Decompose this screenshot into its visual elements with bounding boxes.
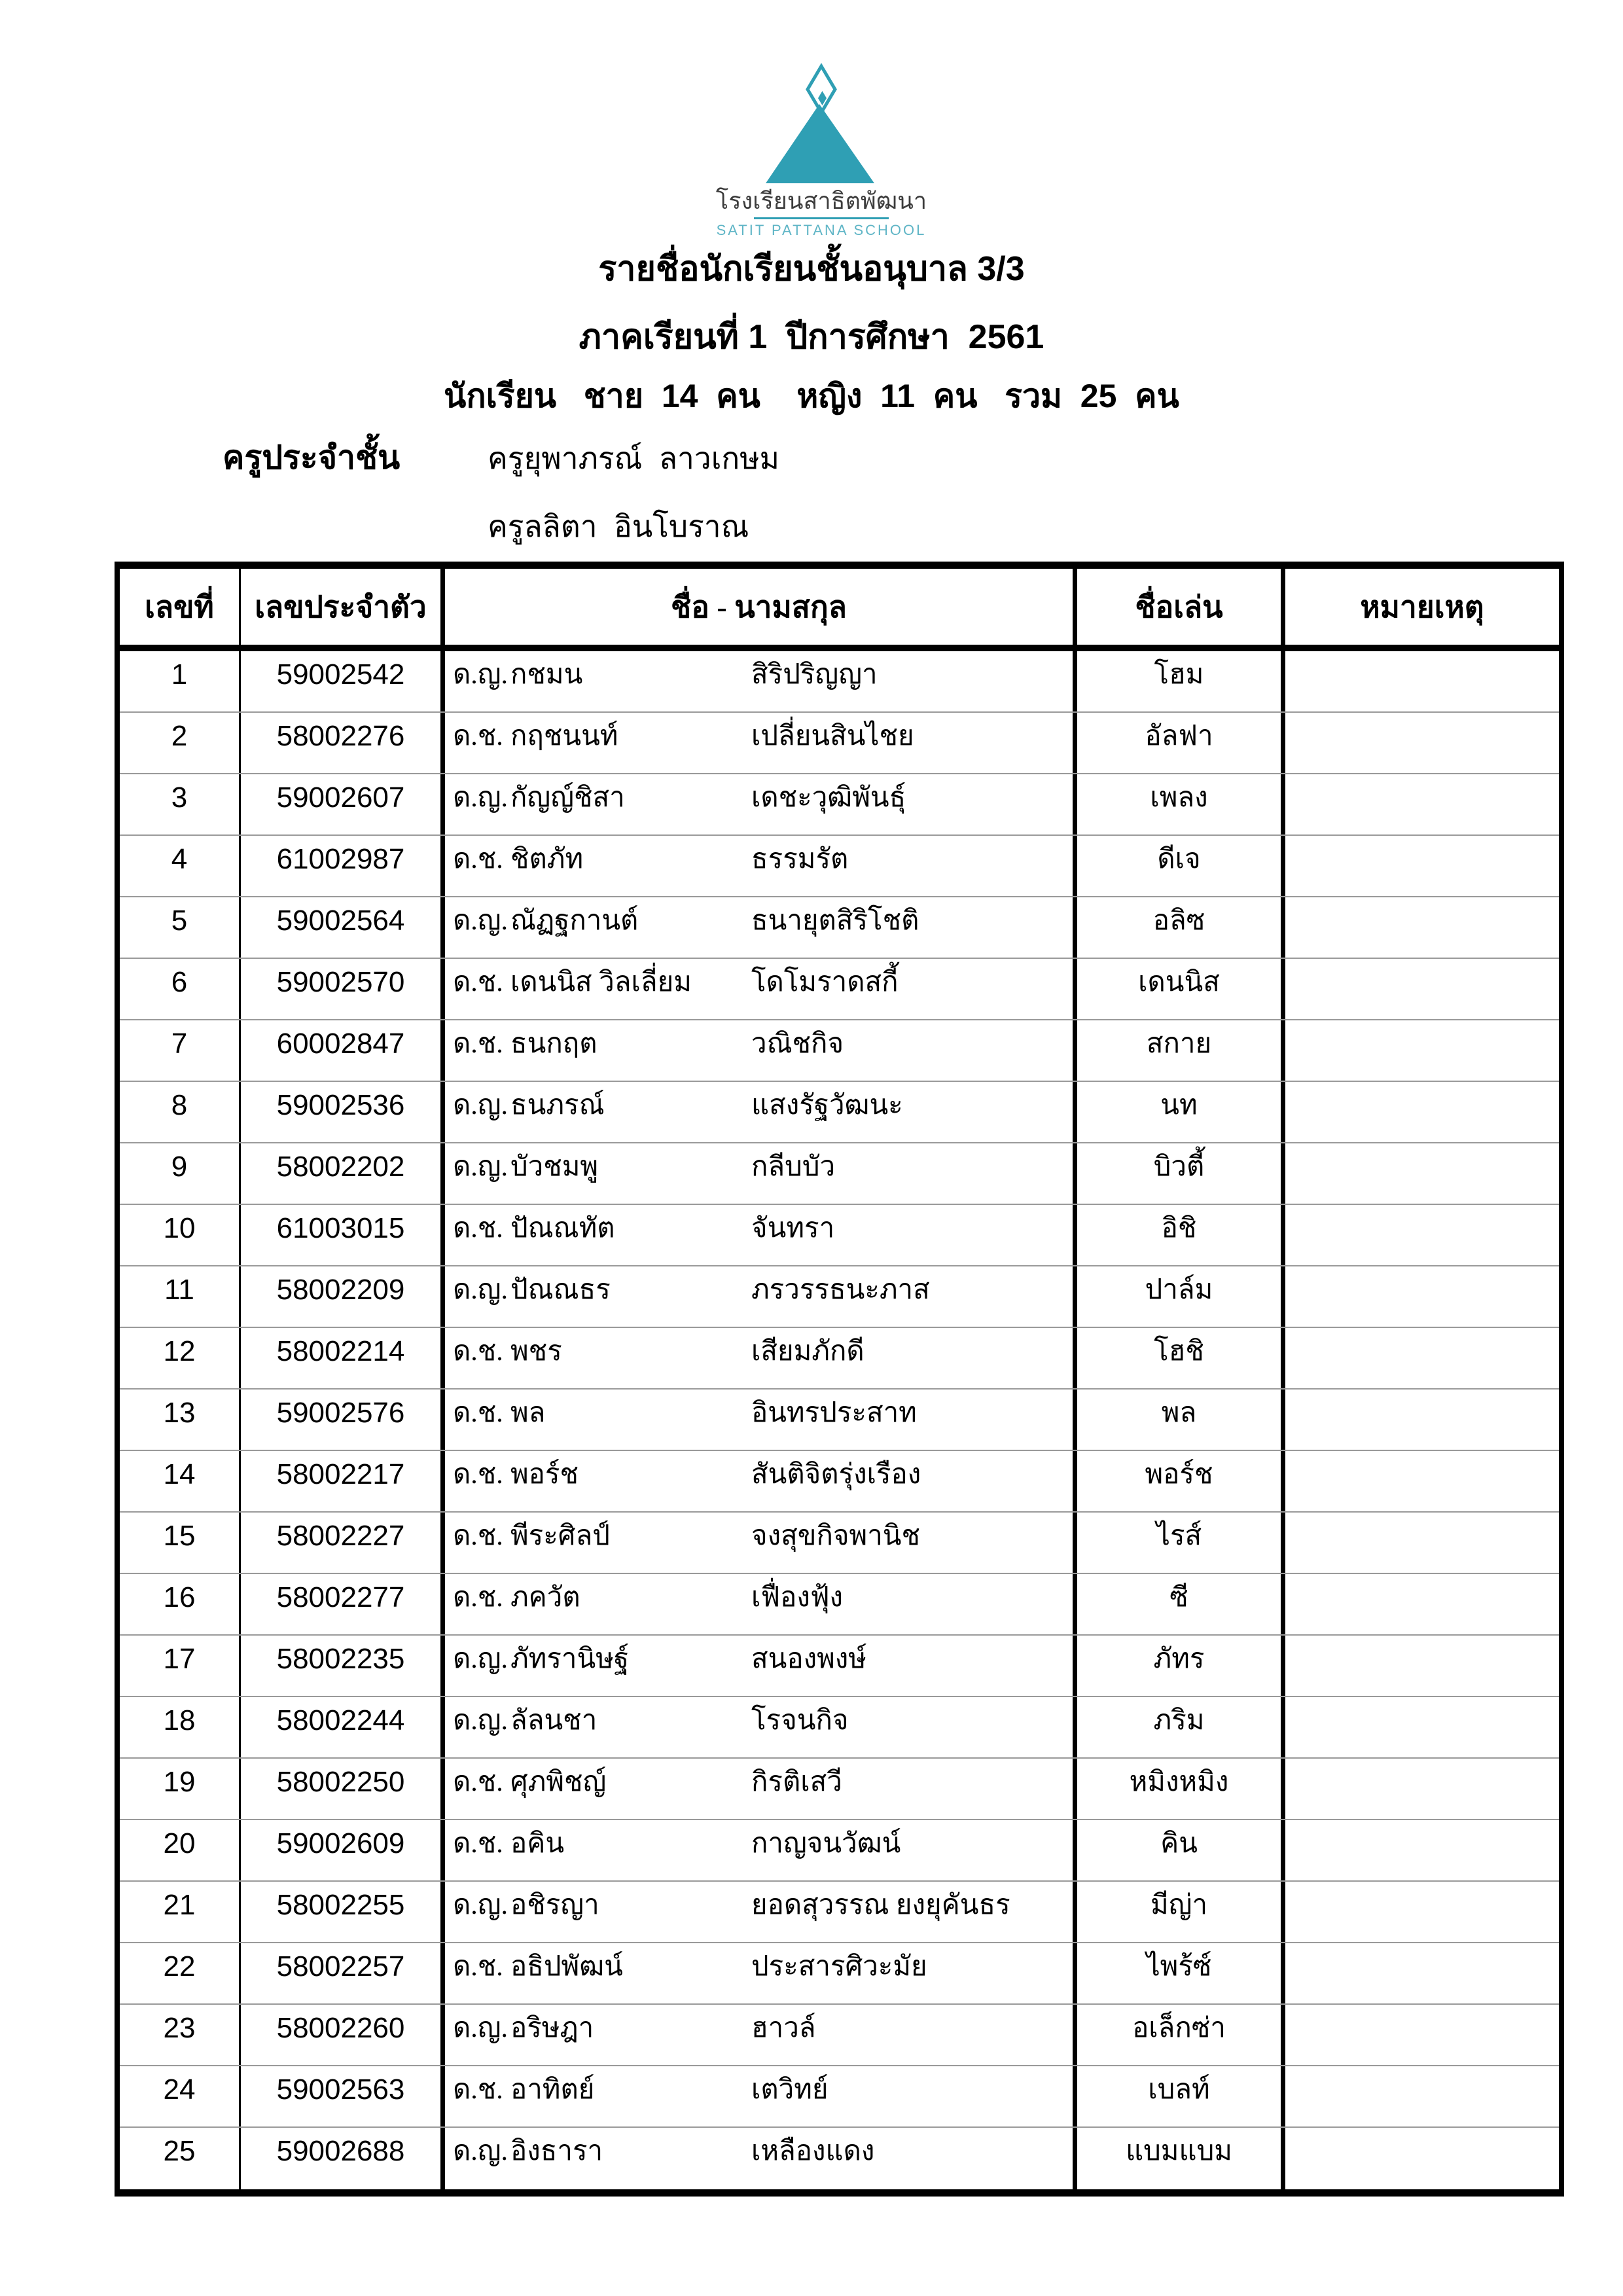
table-row — [120, 1266, 1559, 1328]
teacher-name-1: ครูยุพาภรณ์ ลาวเกษม — [488, 441, 779, 475]
cell-student-id: 58002202 — [241, 1143, 445, 1204]
table-row — [120, 1697, 1559, 1759]
table-row — [120, 774, 1559, 836]
cell-surname: เตวิทย์ — [751, 2075, 829, 2105]
cell-surname: จงสุขกิจพานิช — [751, 1521, 920, 1551]
cell-fullname — [445, 1082, 1077, 1142]
table-row — [120, 1943, 1559, 2005]
table-row — [120, 1390, 1559, 1451]
table-row — [120, 1820, 1559, 1882]
cell-fullname — [445, 1574, 1077, 1634]
cell-nickname: ดีเจ — [1077, 836, 1285, 896]
col-header-fullname: ชื่อ - นามสกุล — [445, 569, 1077, 645]
cell-student-id: 58002214 — [241, 1328, 445, 1388]
cell-fullname — [445, 1513, 1077, 1573]
cell-student-id: 58002209 — [241, 1266, 445, 1327]
cell-gender-prefix: ด.ญ. — [453, 1152, 508, 1182]
cell-surname: เปลี่ยนสินไชย — [751, 721, 914, 751]
logo-divider — [754, 217, 889, 219]
cell-gender-prefix: ด.ช. — [453, 721, 503, 751]
cell-nickname: เพลง — [1077, 774, 1285, 834]
cell-number: 24 — [120, 2066, 241, 2126]
cell-nickname: อเล็กซ่า — [1077, 2005, 1285, 2065]
cell-nickname: โฮชิ — [1077, 1328, 1285, 1388]
table-row — [120, 897, 1559, 959]
cell-number: 7 — [120, 1020, 241, 1081]
cell-remarks — [1285, 1390, 1559, 1450]
cell-firstname: อคิน — [510, 1829, 565, 1859]
cell-gender-prefix: ด.ช. — [453, 2075, 503, 2105]
cell-fullname — [445, 2005, 1077, 2065]
cell-fullname — [445, 836, 1077, 896]
cell-number: 11 — [120, 1266, 241, 1327]
cell-number: 25 — [120, 2128, 241, 2189]
cell-gender-prefix: ด.ช. — [453, 967, 503, 997]
cell-gender-prefix: ด.ญ. — [453, 1090, 508, 1121]
cell-firstname: พีระศิลป์ — [510, 1521, 610, 1551]
cell-surname: จันทรา — [751, 1213, 835, 1244]
table-row — [120, 1882, 1559, 1943]
cell-student-id: 59002542 — [241, 651, 445, 711]
cell-firstname: กัญญ์ชิสา — [510, 783, 625, 813]
cell-surname: เฟื่องฟุ้ง — [751, 1583, 844, 1613]
table-row — [120, 1513, 1559, 1574]
cell-nickname: พล — [1077, 1390, 1285, 1450]
cell-gender-prefix: ด.ช. — [453, 1460, 503, 1490]
cell-fullname — [445, 1451, 1077, 1511]
cell-remarks — [1285, 2128, 1559, 2189]
cell-surname: แสงรัฐวัฒนะ — [751, 1090, 903, 1121]
school-logo — [690, 62, 952, 239]
cell-nickname: พอร์ช — [1077, 1451, 1285, 1511]
cell-surname: ยอดสุวรรณ ยงยุคันธร — [751, 1890, 1010, 1920]
cell-gender-prefix: ด.ญ. — [453, 1890, 508, 1920]
cell-surname: กิรติเสวี — [751, 1767, 842, 1797]
col-header-student-id: เลขประจำตัว — [241, 569, 445, 645]
cell-remarks — [1285, 1143, 1559, 1204]
cell-nickname: อิชิ — [1077, 1205, 1285, 1265]
cell-number: 9 — [120, 1143, 241, 1204]
cell-firstname: เดนนิส วิลเลี่ยม — [510, 967, 692, 997]
semester-line: ภาคเรียนที่ 1 ปีการศึกษา 2561 — [579, 318, 1044, 356]
cell-nickname: ภริม — [1077, 1697, 1285, 1757]
school-logo-triangle-icon — [766, 62, 877, 184]
cell-nickname: สกาย — [1077, 1020, 1285, 1081]
cell-remarks — [1285, 1020, 1559, 1081]
cell-firstname: ณัฏฐกานต์ — [510, 906, 639, 936]
cell-number: 12 — [120, 1328, 241, 1388]
cell-remarks — [1285, 1636, 1559, 1696]
cell-student-id: 58002277 — [241, 1574, 445, 1634]
cell-surname: สิริปริญญา — [751, 660, 878, 690]
cell-firstname: พอร์ช — [510, 1460, 579, 1490]
cell-gender-prefix: ด.ช. — [453, 1583, 503, 1613]
cell-student-id: 59002570 — [241, 959, 445, 1019]
cell-nickname: อลิซ — [1077, 897, 1285, 958]
cell-student-id: 58002250 — [241, 1759, 445, 1819]
cell-fullname — [445, 1882, 1077, 1942]
cell-number: 21 — [120, 1882, 241, 1942]
cell-number: 10 — [120, 1205, 241, 1265]
cell-student-id: 60002847 — [241, 1020, 445, 1081]
cell-nickname: เบลท์ — [1077, 2066, 1285, 2126]
cell-surname: เหลืองแดง — [751, 2136, 875, 2166]
cell-surname: ธรรมรัต — [751, 844, 849, 874]
table-row — [120, 836, 1559, 897]
student-table — [115, 562, 1564, 2197]
cell-firstname: อาทิตย์ — [510, 2075, 595, 2105]
cell-remarks — [1285, 1328, 1559, 1388]
homeroom-teacher-label: ครูประจำชั้น — [223, 439, 401, 476]
cell-nickname: นท — [1077, 1082, 1285, 1142]
cell-remarks — [1285, 1574, 1559, 1634]
cell-surname: โรจนกิจ — [751, 1706, 849, 1736]
cell-fullname — [445, 1759, 1077, 1819]
school-name-english: SATIT PATTANA SCHOOL — [716, 222, 927, 238]
cell-gender-prefix: ด.ญ. — [453, 2013, 508, 2043]
cell-number: 5 — [120, 897, 241, 958]
cell-fullname — [445, 1390, 1077, 1450]
cell-surname: กลีบบัว — [751, 1152, 836, 1182]
table-row — [120, 2066, 1559, 2128]
cell-gender-prefix: ด.ญ. — [453, 1644, 508, 1674]
cell-nickname: ไพร้ซ์ — [1077, 1943, 1285, 2003]
cell-number: 3 — [120, 774, 241, 834]
document-title: รายชื่อนักเรียนชั้นอนุบาล 3/3 — [598, 250, 1025, 288]
cell-surname: เดชะวุฒิพันธุ์ — [751, 783, 906, 813]
cell-number: 19 — [120, 1759, 241, 1819]
cell-fullname — [445, 1020, 1077, 1081]
table-row — [120, 1451, 1559, 1513]
cell-gender-prefix: ด.ญ. — [453, 1275, 508, 1305]
cell-surname: ภรวรรธนะภาส — [751, 1275, 930, 1305]
cell-remarks — [1285, 2066, 1559, 2126]
cell-fullname — [445, 1205, 1077, 1265]
cell-gender-prefix: ด.ช. — [453, 1213, 503, 1244]
cell-fullname — [445, 1328, 1077, 1388]
cell-surname: เสียมภักดี — [751, 1336, 865, 1367]
cell-firstname: กชมน — [510, 660, 583, 690]
cell-firstname: อธิปพัฒน์ — [510, 1952, 623, 1982]
cell-firstname: พล — [510, 1398, 546, 1428]
cell-nickname: ภัทร — [1077, 1636, 1285, 1696]
table-row — [120, 1020, 1559, 1082]
cell-remarks — [1285, 1759, 1559, 1819]
cell-gender-prefix: ด.ช. — [453, 1521, 503, 1551]
table-row — [120, 1143, 1559, 1205]
col-header-number: เลขที่ — [120, 569, 241, 645]
student-count-line: นักเรียน ชาย 14 คน หญิง 11 คน รวม 25 คน — [444, 378, 1179, 414]
cell-gender-prefix: ด.ช. — [453, 1029, 503, 1059]
cell-number: 13 — [120, 1390, 241, 1450]
cell-firstname: อริษฎา — [510, 2013, 594, 2043]
cell-firstname: ปัณณทัต — [510, 1213, 615, 1244]
cell-remarks — [1285, 1943, 1559, 2003]
cell-surname: อินทรประสาท — [751, 1398, 917, 1428]
cell-surname: ประสารศิวะมัย — [751, 1952, 927, 1982]
cell-fullname — [445, 1636, 1077, 1696]
cell-number: 23 — [120, 2005, 241, 2065]
cell-student-id: 58002276 — [241, 713, 445, 773]
cell-surname: วณิชกิจ — [751, 1029, 844, 1059]
cell-student-id: 59002607 — [241, 774, 445, 834]
cell-gender-prefix: ด.ช. — [453, 1336, 503, 1367]
cell-student-id: 59002536 — [241, 1082, 445, 1142]
cell-surname: สนองพงษ์ — [751, 1644, 866, 1674]
table-row — [120, 1082, 1559, 1143]
cell-remarks — [1285, 1513, 1559, 1573]
cell-surname: กาญจนวัฒน์ — [751, 1829, 901, 1859]
teacher-name-2: ครูลลิตา อินโบราณ — [488, 509, 749, 543]
cell-gender-prefix: ด.ญ. — [453, 660, 508, 690]
cell-student-id: 58002217 — [241, 1451, 445, 1511]
cell-number: 22 — [120, 1943, 241, 2003]
cell-gender-prefix: ด.ญ. — [453, 783, 508, 813]
cell-student-id: 58002255 — [241, 1882, 445, 1942]
cell-fullname — [445, 651, 1077, 711]
cell-firstname: ธนภรณ์ — [510, 1090, 605, 1121]
cell-remarks — [1285, 713, 1559, 773]
cell-student-id: 59002609 — [241, 1820, 445, 1880]
cell-remarks — [1285, 1451, 1559, 1511]
cell-nickname: แบมแบม — [1077, 2128, 1285, 2189]
cell-surname: โดโมราดสกี้ — [751, 967, 899, 997]
table-row — [120, 651, 1559, 713]
cell-fullname — [445, 1943, 1077, 2003]
table-row — [120, 1636, 1559, 1697]
cell-fullname — [445, 2128, 1077, 2189]
cell-nickname: ปาล์ม — [1077, 1266, 1285, 1327]
cell-number: 16 — [120, 1574, 241, 1634]
cell-remarks — [1285, 1697, 1559, 1757]
cell-remarks — [1285, 1205, 1559, 1265]
cell-number: 18 — [120, 1697, 241, 1757]
cell-gender-prefix: ด.ช. — [453, 844, 503, 874]
cell-firstname: ลัลนชา — [510, 1706, 597, 1736]
cell-nickname: บิวตี้ — [1077, 1143, 1285, 1204]
col-header-remarks: หมายเหตุ — [1360, 590, 1484, 624]
table-row — [120, 1328, 1559, 1390]
cell-firstname: ภควัต — [510, 1583, 580, 1613]
cell-remarks — [1285, 1266, 1559, 1327]
cell-surname: ธนายุตสิริโชติ — [751, 906, 919, 936]
cell-nickname: อัลฟา — [1077, 713, 1285, 773]
cell-student-id: 58002257 — [241, 1943, 445, 2003]
cell-student-id: 59002563 — [241, 2066, 445, 2126]
cell-student-id: 61002987 — [241, 836, 445, 896]
cell-firstname: ศุภพิชญ์ — [510, 1767, 607, 1797]
cell-number: 17 — [120, 1636, 241, 1696]
cell-nickname: คิน — [1077, 1820, 1285, 1880]
table-header-row — [120, 569, 1559, 651]
cell-fullname — [445, 1266, 1077, 1327]
table-row — [120, 1574, 1559, 1636]
cell-fullname — [445, 897, 1077, 958]
cell-surname: ฮาวล์ — [751, 2013, 816, 2043]
cell-number: 2 — [120, 713, 241, 773]
cell-number: 1 — [120, 651, 241, 711]
cell-remarks — [1285, 651, 1559, 711]
cell-nickname: หมิงหมิง — [1077, 1759, 1285, 1819]
cell-gender-prefix: ด.ญ. — [453, 906, 508, 936]
cell-nickname: เดนนิส — [1077, 959, 1285, 1019]
cell-remarks — [1285, 1882, 1559, 1942]
cell-firstname: บัวชมพู — [510, 1152, 599, 1182]
cell-firstname: ปัณณธร — [510, 1275, 611, 1305]
cell-remarks — [1285, 897, 1559, 958]
cell-fullname — [445, 1143, 1077, 1204]
cell-student-id: 59002576 — [241, 1390, 445, 1450]
cell-fullname — [445, 1697, 1077, 1757]
cell-student-id: 58002227 — [241, 1513, 445, 1573]
cell-student-id: 59002564 — [241, 897, 445, 958]
cell-number: 8 — [120, 1082, 241, 1142]
cell-student-id: 58002235 — [241, 1636, 445, 1696]
table-row — [120, 1759, 1559, 1820]
student-rows — [120, 651, 1559, 2189]
cell-gender-prefix: ด.ช. — [453, 1398, 503, 1428]
cell-nickname: มีญ่า — [1077, 1882, 1285, 1942]
cell-remarks — [1285, 774, 1559, 834]
cell-firstname: ภัทรานิษฐ์ — [510, 1644, 630, 1674]
table-row — [120, 2128, 1559, 2189]
cell-fullname — [445, 959, 1077, 1019]
cell-student-id: 58002260 — [241, 2005, 445, 2065]
table-row — [120, 713, 1559, 774]
cell-surname: สันติจิตรุ่งเรือง — [751, 1460, 921, 1490]
cell-student-id: 59002688 — [241, 2128, 445, 2189]
cell-remarks — [1285, 2005, 1559, 2065]
cell-gender-prefix: ด.ช. — [453, 1767, 503, 1797]
cell-firstname: ธนกฤต — [510, 1029, 597, 1059]
table-row — [120, 1205, 1559, 1266]
cell-gender-prefix: ด.ช. — [453, 1829, 503, 1859]
cell-fullname — [445, 774, 1077, 834]
school-name-thai: โรงเรียนสาธิตพัฒนา — [715, 187, 927, 214]
cell-nickname: ไรส์ — [1077, 1513, 1285, 1573]
cell-remarks — [1285, 836, 1559, 896]
cell-firstname: อิงธารา — [510, 2136, 603, 2166]
cell-student-id: 58002244 — [241, 1697, 445, 1757]
cell-fullname — [445, 713, 1077, 773]
cell-fullname — [445, 1820, 1077, 1880]
table-row — [120, 2005, 1559, 2066]
col-header-nickname: ชื่อเล่น — [1077, 569, 1285, 645]
cell-firstname: พชร — [510, 1336, 562, 1367]
cell-remarks — [1285, 959, 1559, 1019]
cell-number: 4 — [120, 836, 241, 896]
cell-nickname: โฮม — [1077, 651, 1285, 711]
cell-gender-prefix: ด.ญ. — [453, 1706, 508, 1736]
table-row — [120, 959, 1559, 1020]
cell-number: 14 — [120, 1451, 241, 1511]
cell-number: 15 — [120, 1513, 241, 1573]
cell-firstname: ชิตภัท — [510, 844, 584, 874]
cell-student-id: 61003015 — [241, 1205, 445, 1265]
cell-number: 20 — [120, 1820, 241, 1880]
cell-gender-prefix: ด.ช. — [453, 1952, 503, 1982]
cell-remarks — [1285, 1820, 1559, 1880]
cell-firstname: กฤชนนท์ — [510, 721, 618, 751]
cell-gender-prefix: ด.ญ. — [453, 2136, 508, 2166]
cell-remarks — [1285, 1082, 1559, 1142]
cell-number: 6 — [120, 959, 241, 1019]
cell-nickname: ซี — [1077, 1574, 1285, 1634]
cell-firstname: อชิรญา — [510, 1890, 599, 1920]
cell-fullname — [445, 2066, 1077, 2126]
